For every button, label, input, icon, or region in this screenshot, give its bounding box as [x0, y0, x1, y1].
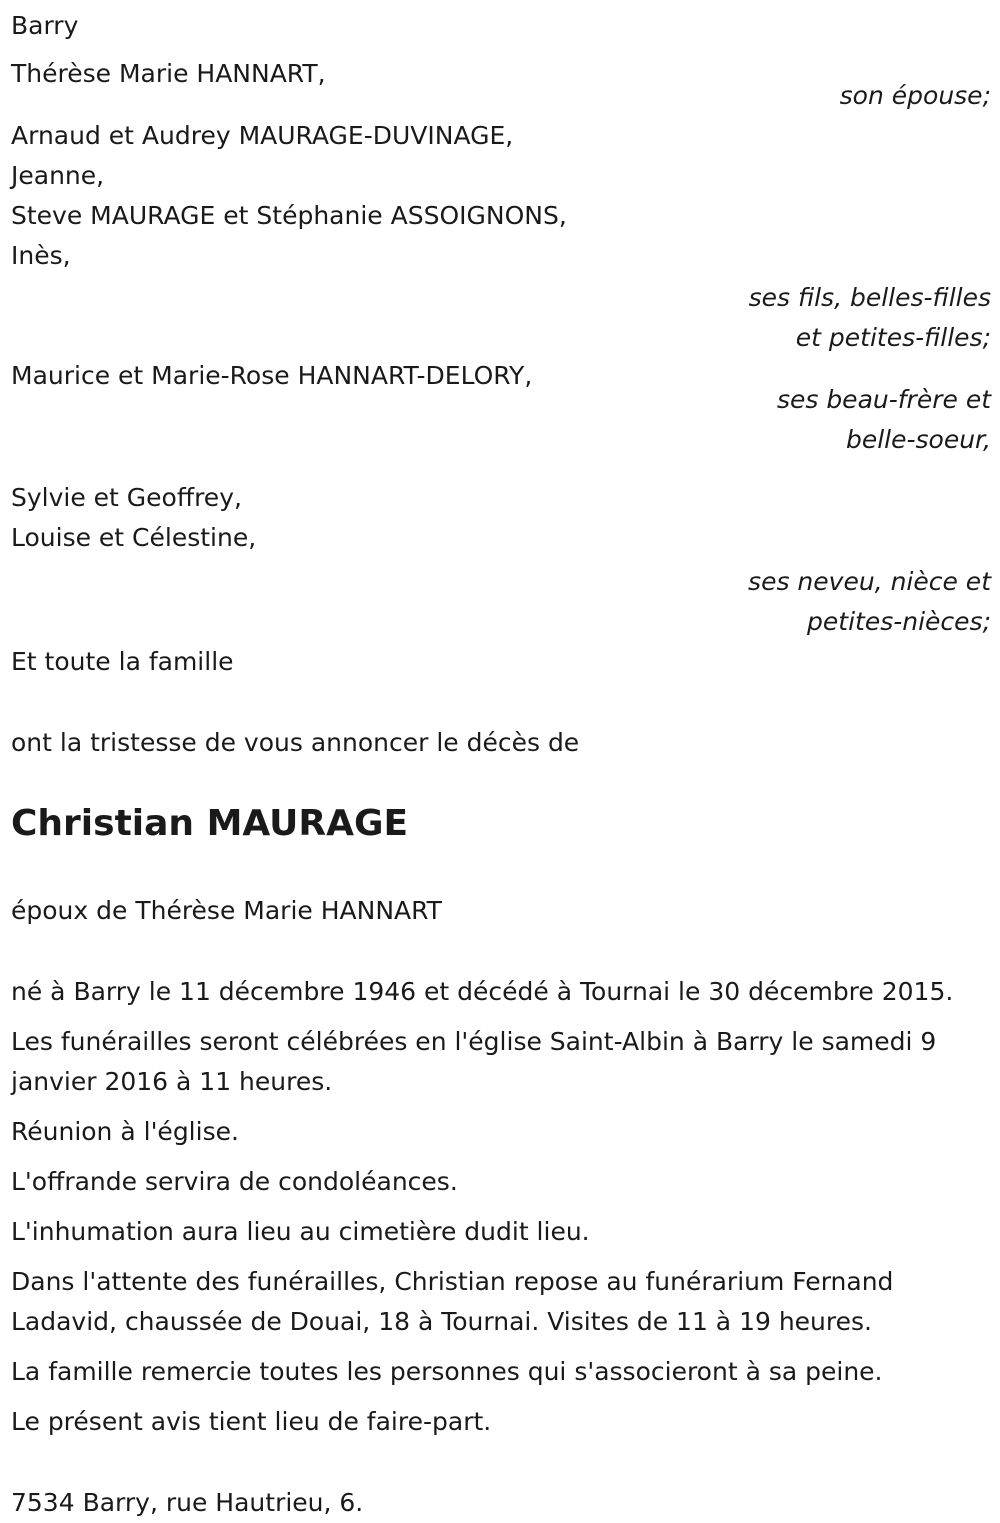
notice-statement: Le présent avis tient lieu de faire-part.	[11, 1407, 492, 1436]
child-name: Jeanne,	[11, 161, 105, 190]
child-name: Steve MAURAGE et Stéphanie ASSOIGNONS,	[11, 201, 567, 230]
nephews-relation-line: petites-nièces;	[807, 607, 991, 636]
child-name: Arnaud et Audrey MAURAGE-DUVINAGE,	[11, 121, 514, 150]
place-name: Barry	[11, 11, 79, 40]
nephew-name: Louise et Célestine,	[11, 523, 257, 552]
nephew-name: Sylvie et Geoffrey,	[11, 483, 242, 512]
deceased-name: Christian MAURAGE	[11, 803, 409, 844]
birth-death-dates: né à Barry le 11 décembre 1946 et décédé à Tournai le 30 décembre 2015.	[11, 977, 954, 1006]
spouse-relation: son épouse;	[839, 81, 991, 110]
meeting-info: Réunion à l'église.	[11, 1117, 239, 1146]
inlaws-name: Maurice et Marie-Rose HANNART-DELORY,	[11, 361, 533, 390]
inlaws-relation-line: belle-soeur,	[845, 425, 991, 454]
family-address: 7534 Barry, rue Hautrieu, 6.	[11, 1488, 364, 1517]
nephews-relation-line: ses neveu, nièce et	[748, 567, 991, 596]
spouse-name: Thérèse Marie HANNART,	[11, 59, 326, 88]
funeral-details: Les funérailles seront célébrées en l'église Saint-Albin à Barry le samedi 9 janvier 2016 à 11 heures.	[11, 1027, 937, 1096]
rest-of-family: Et toute la famille	[11, 647, 234, 676]
offering-info: L'offrande servira de condoléances.	[11, 1167, 458, 1196]
burial-info: L'inhumation aura lieu au cimetière dudit lieu.	[11, 1217, 590, 1246]
spouse-of: époux de Thérèse Marie HANNART	[11, 896, 442, 925]
visitation-info: Dans l'attente des funérailles, Christian repose au funérarium Fernand Ladavid, chaussée de Douai, 18 à Tournai. Visites de 11 à 19 heures.	[11, 1267, 894, 1336]
family-thanks: La famille remercie toutes les personnes qui s'associeront à sa peine.	[11, 1357, 883, 1386]
child-name: Inès,	[11, 241, 71, 270]
children-relation-line: et petites-filles;	[795, 323, 991, 352]
children-relation-line: ses fils, belles-filles	[748, 283, 991, 312]
announcement-intro: ont la tristesse de vous annoncer le décès de	[11, 728, 580, 757]
inlaws-relation-line: ses beau-frère et	[776, 385, 991, 414]
obituary-notice	[11, 6, 991, 1523]
